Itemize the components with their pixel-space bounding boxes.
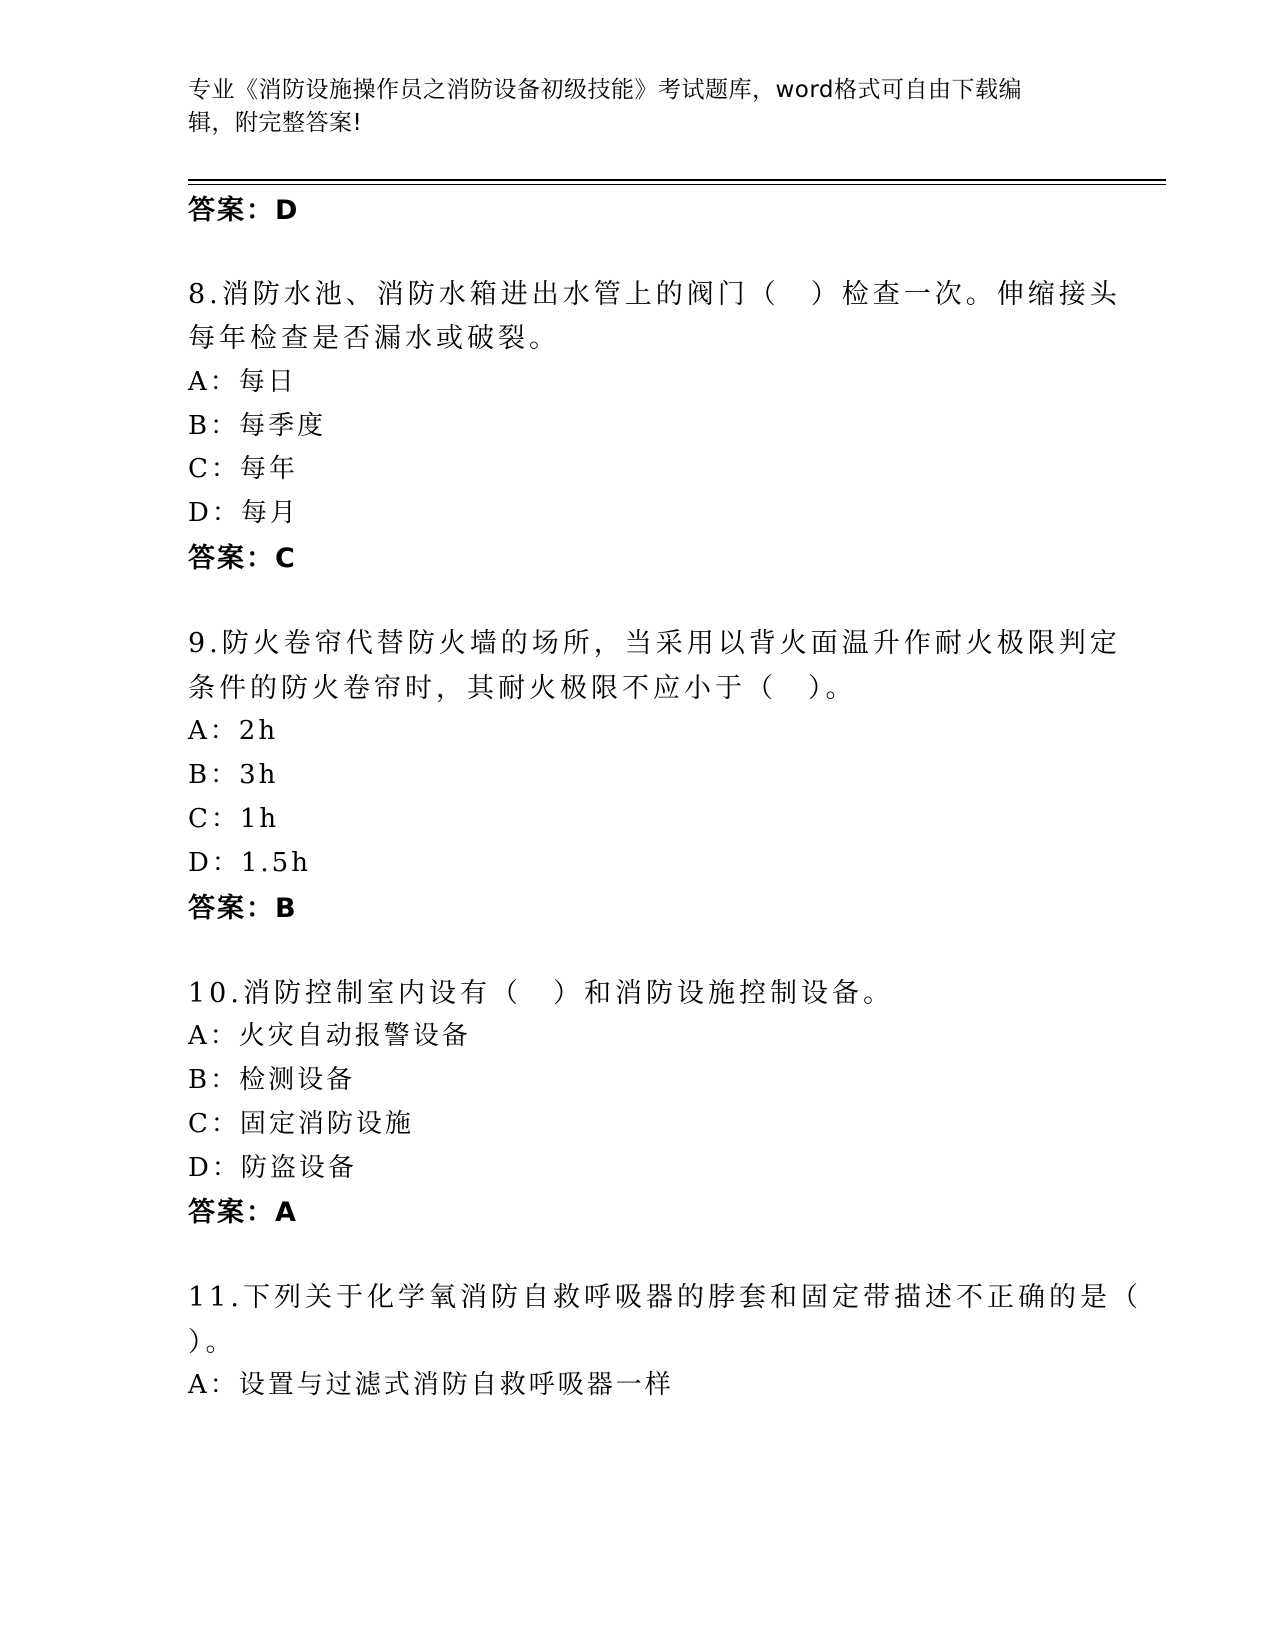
answer-10: 答案：A <box>188 1197 298 1228</box>
question-11-option-a: A：设置与过滤式消防自救呼吸器一样 <box>188 1370 674 1400</box>
answer-7: 答案：D <box>188 195 300 226</box>
answer-8: 答案：C <box>188 543 297 574</box>
question-8-line-1: 8.消防水池、消防水箱进出水管上的阀门（ ）检查一次。伸缩接头 <box>188 279 1121 310</box>
question-11-line-2: ）。 <box>188 1327 237 1358</box>
question-8-line-2: 每年检查是否漏水或破裂。 <box>188 323 560 354</box>
question-9-line-1: 9.防火卷帘代替防火墙的场所，当采用以背火面温升作耐火极限判定 <box>188 628 1121 659</box>
question-10-line-1: 10.消防控制室内设有（ ）和消防设施控制设备。 <box>188 978 894 1009</box>
question-9-option-c: C：1h <box>188 804 280 834</box>
question-8-option-a: A：每日 <box>188 367 297 397</box>
question-11-line-1: 11.下列关于化学氧消防自救呼吸器的脖套和固定带描述不正确的是（ <box>188 1282 1142 1313</box>
header-divider-thick <box>188 179 1166 181</box>
question-9-option-a: A：2h <box>188 716 279 746</box>
document-header: 专业《消防设施操作员之消防设备初级技能》考试题库，word格式可自由下载编辑，附完整答案! <box>188 77 1023 136</box>
header-divider-thin <box>188 184 1166 185</box>
question-9-option-d: D：1.5h <box>188 848 311 878</box>
question-10-option-d: D：防盗设备 <box>188 1153 357 1183</box>
question-9-line-2: 条件的防火卷帘时，其耐火极限不应小于（ ）。 <box>188 673 857 704</box>
question-10-option-a: A：火灾自动报警设备 <box>188 1021 471 1051</box>
answer-9: 答案：B <box>188 893 298 924</box>
question-8-option-c: C：每年 <box>188 454 298 484</box>
question-9-option-b: B：3h <box>188 760 279 790</box>
question-8-option-d: D：每月 <box>188 498 299 528</box>
question-8-option-b: B：每季度 <box>188 411 327 441</box>
question-10-option-c: C：固定消防设施 <box>188 1109 414 1139</box>
question-10-option-b: B：检测设备 <box>188 1065 356 1095</box>
